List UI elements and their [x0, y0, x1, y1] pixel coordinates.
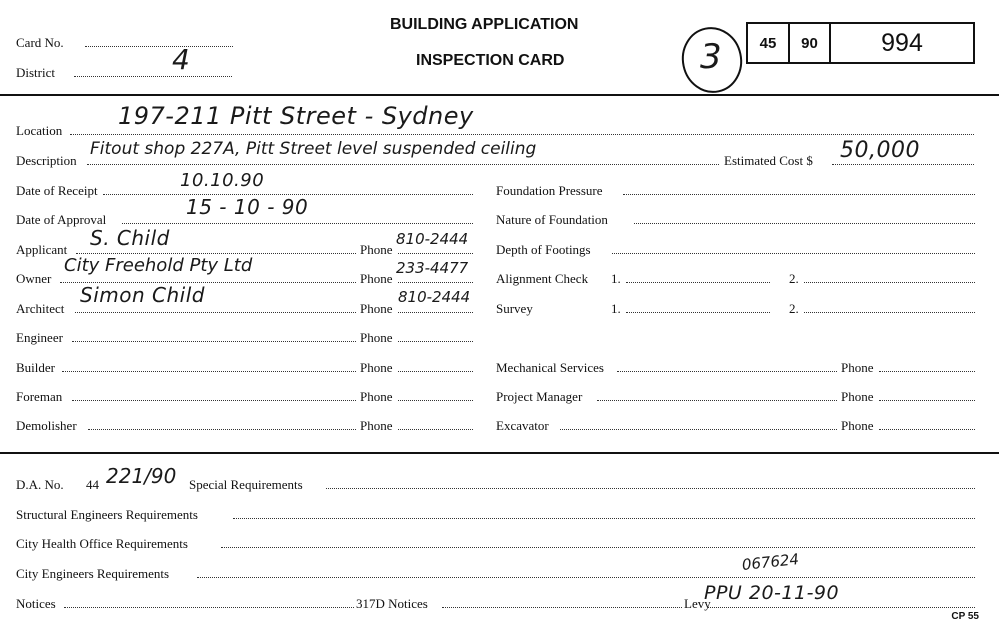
date-of-receipt-value: 10.10.90	[180, 170, 265, 191]
mechanical-services-phone-label: Phone	[841, 360, 874, 375]
architect-phone-value: 810-2444	[398, 288, 471, 306]
depth-of-footings-field[interactable]	[612, 253, 975, 254]
estimated-cost-field[interactable]	[832, 164, 974, 165]
applicant-value: S. Child	[90, 226, 170, 250]
date-of-approval-value: 15 - 10 - 90	[186, 195, 309, 219]
builder-label: Builder	[16, 360, 55, 375]
city-engineers-label: City Engineers Requirements	[16, 566, 170, 581]
applicant-phone-value: 810-2444	[396, 230, 469, 248]
owner-value: City Freehold Pty Ltd	[64, 255, 253, 276]
foundation-pressure-label: Foundation Pressure	[496, 183, 603, 198]
architect-field[interactable]	[75, 312, 356, 313]
foreman-label: Foreman	[16, 389, 63, 404]
levy-label: Levy	[684, 596, 711, 611]
depth-of-footings-label: Depth of Footings	[496, 242, 591, 257]
title-line1: BUILDING APPLICATION	[390, 16, 579, 33]
alignment-check-2-label: 2.	[789, 271, 799, 286]
foreman-phone-field[interactable]	[398, 400, 473, 401]
excavator-phone-field[interactable]	[879, 429, 975, 430]
engineer-phone-field[interactable]	[398, 341, 473, 342]
survey-2-field[interactable]	[804, 312, 975, 313]
survey-2-label: 2.	[789, 301, 799, 316]
demolisher-label: Demolisher	[16, 418, 77, 433]
location-value: 197-211 Pitt Street - Sydney	[118, 102, 474, 130]
applicant-phone-field[interactable]	[398, 253, 473, 254]
mechanical-services-field[interactable]	[617, 371, 837, 372]
alignment-check-2-field[interactable]	[804, 282, 975, 283]
applicant-field[interactable]	[76, 253, 356, 254]
foreman-field[interactable]	[72, 400, 356, 401]
builder-phone-label: Phone	[360, 360, 393, 375]
builder-field[interactable]	[62, 371, 356, 372]
nature-of-foundation-field[interactable]	[634, 223, 975, 224]
city-health-field[interactable]	[221, 547, 975, 548]
engineer-label: Engineer	[16, 330, 63, 345]
da-prefix: 44	[86, 477, 99, 492]
notices-317d-field[interactable]	[442, 607, 682, 608]
project-manager-phone-field[interactable]	[879, 400, 975, 401]
district-label: District	[16, 65, 55, 80]
architect-value: Simon Child	[80, 283, 205, 307]
survey-1-label: 1.	[611, 301, 621, 316]
description-field[interactable]	[87, 164, 719, 165]
architect-label: Architect	[16, 301, 65, 316]
da-no-label: D.A. No.	[16, 477, 64, 492]
description-value: Fitout shop 227A, Pitt Street level suspended ceiling	[90, 139, 537, 159]
title-line2: INSPECTION CARD	[416, 52, 565, 69]
alignment-check-label: Alignment Check	[496, 271, 589, 286]
district-value: 4	[172, 43, 191, 76]
card-no-label: Card No.	[16, 35, 64, 50]
survey-label: Survey	[496, 301, 533, 316]
owner-phone-value: 233-4477	[396, 259, 469, 277]
form-code: CP 55	[951, 611, 979, 622]
excavator-field[interactable]	[560, 429, 837, 430]
survey-1-field[interactable]	[626, 312, 770, 313]
number-box-1: 45	[746, 22, 790, 64]
excavator-phone-label: Phone	[841, 418, 874, 433]
estimated-cost-value: 50,000	[840, 138, 920, 163]
engineer-phone-label: Phone	[360, 330, 393, 345]
architect-phone-label: Phone	[360, 301, 393, 316]
da-value: 221/90	[106, 464, 177, 488]
foreman-phone-label: Phone	[360, 389, 393, 404]
applicant-phone-label: Phone	[360, 242, 393, 257]
applicant-label: Applicant	[16, 242, 68, 257]
location-field[interactable]	[70, 134, 974, 135]
date-of-approval-label: Date of Approval	[16, 212, 107, 227]
alignment-check-1-field[interactable]	[626, 282, 770, 283]
circled-number: 3	[700, 37, 723, 77]
divider-top	[0, 94, 999, 96]
notices-317d-label: 317D Notices	[356, 596, 428, 611]
demolisher-field[interactable]	[88, 429, 356, 430]
demolisher-phone-field[interactable]	[398, 429, 473, 430]
architect-phone-field[interactable]	[398, 312, 473, 313]
card-no-field[interactable]	[85, 46, 233, 47]
project-manager-phone-label: Phone	[841, 389, 874, 404]
engineer-field[interactable]	[72, 341, 356, 342]
project-manager-field[interactable]	[597, 400, 837, 401]
notices-label: Notices	[16, 596, 56, 611]
district-field[interactable]	[74, 76, 232, 77]
special-requirements-field[interactable]	[326, 488, 975, 489]
foundation-pressure-field[interactable]	[623, 194, 975, 195]
city-health-label: City Health Office Requirements	[16, 536, 188, 551]
levy-value: PPU 20-11-90	[704, 582, 840, 604]
number-box-2: 90	[788, 22, 831, 64]
notices-field[interactable]	[64, 607, 354, 608]
owner-label: Owner	[16, 271, 52, 286]
location-label: Location	[16, 123, 63, 138]
structural-engineers-label: Structural Engineers Requirements	[16, 507, 198, 522]
estimated-cost-label: Estimated Cost $	[724, 153, 813, 168]
nature-of-foundation-label: Nature of Foundation	[496, 212, 608, 227]
structural-engineers-field[interactable]	[233, 518, 975, 519]
alignment-check-1-label: 1.	[611, 271, 621, 286]
divider-bottom	[0, 452, 999, 454]
mechanical-services-label: Mechanical Services	[496, 360, 604, 375]
levy-field[interactable]	[708, 607, 975, 608]
owner-phone-field[interactable]	[398, 282, 473, 283]
city-engineers-field[interactable]	[197, 577, 975, 578]
number-box-3: 994	[829, 22, 975, 64]
builder-phone-field[interactable]	[398, 371, 473, 372]
special-requirements-label: Special Requirements	[189, 477, 303, 492]
mechanical-services-phone-field[interactable]	[879, 371, 975, 372]
demolisher-phone-label: Phone	[360, 418, 393, 433]
date-of-approval-field[interactable]	[122, 223, 473, 224]
description-label: Description	[16, 153, 77, 168]
owner-phone-label: Phone	[360, 271, 393, 286]
date-of-receipt-label: Date of Receipt	[16, 183, 98, 198]
city-engineers-value: 067624	[741, 550, 800, 574]
project-manager-label: Project Manager	[496, 389, 583, 404]
excavator-label: Excavator	[496, 418, 549, 433]
